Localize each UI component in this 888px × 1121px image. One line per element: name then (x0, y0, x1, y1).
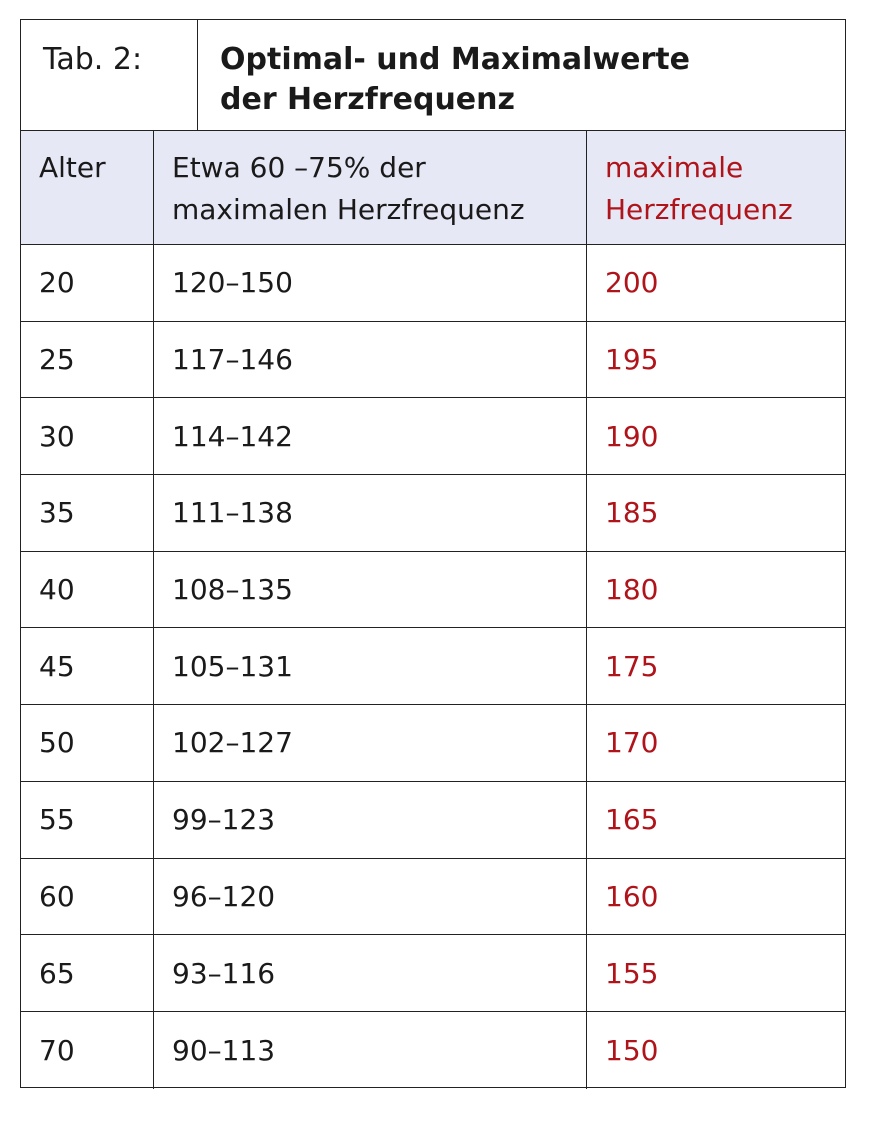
cell-age: 60 (21, 859, 154, 935)
heart-rate-table (20, 19, 846, 1088)
table-row (21, 705, 845, 782)
header-max-rate-line-2: Herzfrequenz (605, 193, 793, 226)
table-header-row (21, 131, 845, 245)
header-max-rate (587, 131, 845, 244)
cell-optimal-range: 96–120 (154, 859, 587, 935)
cell-age: 25 (21, 322, 154, 398)
table-body (21, 131, 845, 1089)
table-row (21, 475, 845, 552)
cell-age: 70 (21, 1012, 154, 1089)
cell-age: 50 (21, 705, 154, 781)
header-optimal-range (154, 131, 587, 244)
cell-optimal-range: 114–142 (154, 398, 587, 474)
cell-optimal-range: 105–131 (154, 628, 587, 704)
table-row (21, 859, 845, 936)
table-title-line-2: der Herzfrequenz (220, 82, 515, 117)
cell-max-rate: 160 (605, 879, 659, 913)
table-row (21, 322, 845, 399)
table-title-line-1: Optimal- und Maximalwerte (220, 42, 690, 77)
table-row (21, 782, 845, 859)
cell-age: 20 (21, 245, 154, 321)
cell-optimal-range: 120–150 (154, 245, 587, 321)
table-row (21, 552, 845, 629)
table-row (21, 1012, 845, 1089)
table-row (21, 628, 845, 705)
table-row (21, 245, 845, 322)
cell-optimal-range: 90–113 (154, 1012, 587, 1089)
cell-max-rate: 170 (605, 726, 659, 760)
header-optimal-range-line-2: maximalen Herzfrequenz (172, 193, 525, 226)
cell-age: 30 (21, 398, 154, 474)
cell-age: 35 (21, 475, 154, 551)
cell-optimal-range: 111–138 (154, 475, 587, 551)
table-caption (21, 20, 845, 131)
header-max-rate-line-1: maximale (605, 151, 744, 184)
cell-max-rate: 150 (605, 1033, 659, 1067)
cell-age: 55 (21, 782, 154, 858)
header-age: Alter (21, 131, 154, 244)
cell-optimal-range: 99–123 (154, 782, 587, 858)
cell-max-rate: 195 (605, 343, 659, 377)
cell-max-rate: 155 (605, 956, 659, 990)
cell-optimal-range: 108–135 (154, 552, 587, 628)
table-row (21, 398, 845, 475)
cell-max-rate: 180 (605, 573, 659, 607)
cell-optimal-range: 117–146 (154, 322, 587, 398)
table-title (198, 20, 845, 130)
table-number: Tab. 2: (21, 20, 198, 130)
cell-max-rate: 165 (605, 803, 659, 837)
cell-age: 65 (21, 935, 154, 1011)
cell-age: 45 (21, 628, 154, 704)
cell-max-rate: 190 (605, 419, 659, 453)
cell-optimal-range: 93–116 (154, 935, 587, 1011)
cell-max-rate: 185 (605, 496, 659, 530)
cell-optimal-range: 102–127 (154, 705, 587, 781)
cell-age: 40 (21, 552, 154, 628)
cell-max-rate: 175 (605, 649, 659, 683)
cell-max-rate: 200 (605, 266, 659, 300)
header-optimal-range-line-1: Etwa 60 –75% der (172, 151, 426, 184)
table-row (21, 935, 845, 1012)
